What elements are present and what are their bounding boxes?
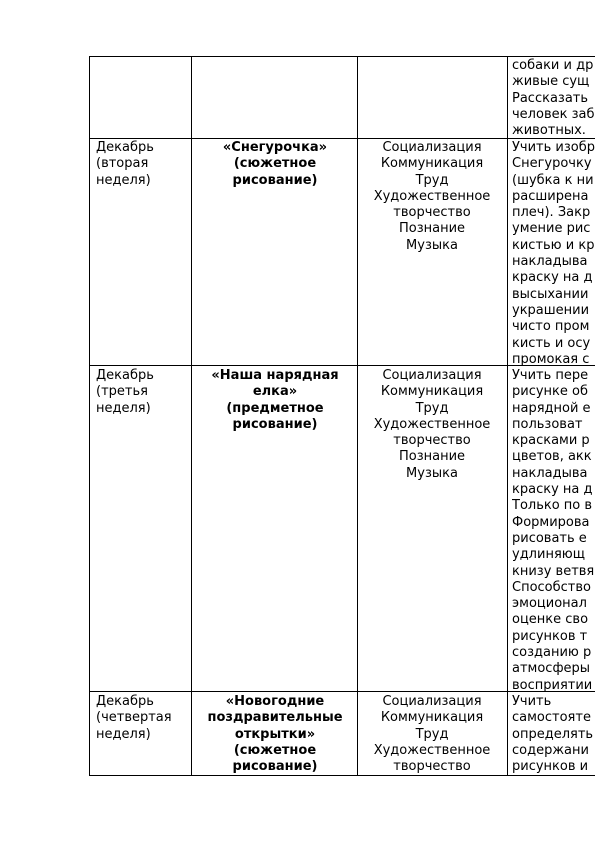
row-divider	[89, 138, 595, 139]
date-cell: Декабрь (третья неделя)	[96, 368, 154, 416]
lesson-title-cell: «Новогодние поздравительные открытки» (сюжетное рисование)	[207, 694, 343, 775]
goals-cell: Учить самостояте определять содержани рисунков и	[512, 694, 594, 775]
date-cell: Декабрь (вторая неделя)	[96, 140, 154, 188]
date-cell: Декабрь (четвертая неделя)	[96, 694, 172, 742]
table-bottom-border	[89, 775, 595, 776]
lesson-plan-table	[89, 56, 595, 776]
lesson-title-cell: «Снегурочка» (сюжетное рисование)	[222, 140, 328, 188]
educational-areas-cell: Социализация Коммуникация Труд Художественное творчество	[373, 694, 491, 775]
row-divider	[89, 691, 595, 692]
goals-cell: собаки и др живые сущ Рассказать человек заб животных.	[512, 58, 595, 138]
table-top-border	[89, 56, 595, 57]
table-left-border	[89, 56, 90, 776]
column-divider	[507, 56, 508, 776]
column-divider	[357, 56, 358, 776]
educational-areas-cell: Социализация Коммуникация Труд Художественное творчество Познание Музыка	[373, 140, 491, 253]
goals-cell: Учить изобр Снегурочку (шубка к ни расширена плеч). Закр умение рис кистью и кр накладыва краску на д высыхании украшении чисто пром кисть и осу промокая с	[512, 140, 595, 365]
lesson-title-cell: «Наша нарядная елка» (предметное рисование)	[211, 368, 339, 432]
row-divider	[89, 365, 595, 366]
educational-areas-cell: Социализация Коммуникация Труд Художественное творчество Познание Музыка	[373, 368, 491, 481]
goals-cell: Учить пере рисунке об нарядной е пользоват красками р цветов, акк накладыва краску на д Только по в Формирова рисовать е удлиняющ книзу ветвя Способство эмоционал оценке сво рисунков т созданию р атмосферы восприятии	[512, 368, 595, 691]
